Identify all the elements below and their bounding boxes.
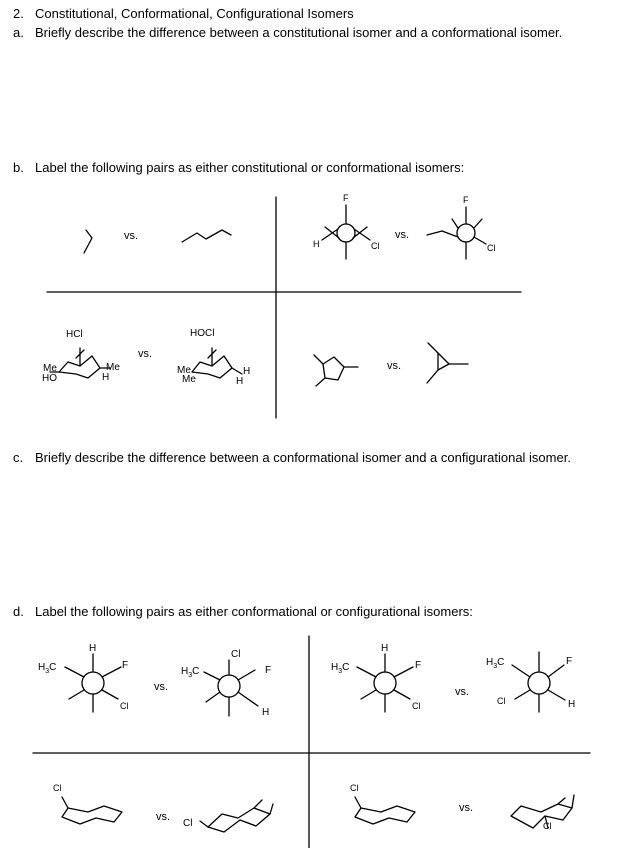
d2-right-h-label: H xyxy=(568,699,576,710)
d2-right-cl-label: Cl xyxy=(497,696,506,706)
b4-left-cyclopentyl xyxy=(314,355,358,386)
b4-right-branched xyxy=(427,343,468,383)
b2-right-newman xyxy=(427,207,486,259)
b1-left-skeletal xyxy=(84,230,92,253)
d1-left-h3c-label: $H_3C$ xyxy=(38,662,57,675)
d2-left-cl-label: Cl xyxy=(412,701,421,711)
d2-right-f-label: F xyxy=(566,656,573,667)
part-b-text: Label the following pairs as either constitutional or conformational isomers: xyxy=(35,160,465,175)
part-b-letter: b. xyxy=(13,160,24,175)
part-c-letter: c. xyxy=(13,450,24,465)
b2-vs-label: vs. xyxy=(395,229,410,241)
d1-right-f-label: F xyxy=(265,665,272,676)
b3-left-ho-label: HO xyxy=(42,373,57,384)
part-c-text: Briefly describe the difference between a conformational isomer and a configurational isomer. xyxy=(35,450,571,465)
b1-vs-label: vs. xyxy=(124,230,139,242)
b2-right-cl-label: Cl xyxy=(487,243,496,253)
b2-right-f-label: F xyxy=(463,195,469,205)
b2-left-newman xyxy=(322,205,370,259)
b3-right-hocl-label: HOCl xyxy=(190,328,215,339)
d1-left-h-label: H xyxy=(89,643,97,654)
b3-right-chair xyxy=(192,348,242,378)
d1-right-cl-label: Cl xyxy=(231,649,241,660)
d1-left-newman xyxy=(65,654,121,712)
b2-left-h-label: H xyxy=(313,239,320,249)
d1-right-h3c-label: $H_3C$ xyxy=(181,666,200,679)
d2-vs-label: vs. xyxy=(455,686,470,698)
part-a-letter: a. xyxy=(13,25,24,40)
d3-right-chair xyxy=(200,800,273,832)
part-a-text: Briefly describe the difference between a constitutional isomer and a conformational isomer. xyxy=(35,25,563,40)
b3-left-hcl-label: HCl xyxy=(66,329,83,340)
part-d-text: Label the following pairs as either conformational or configurational isomers: xyxy=(35,604,473,619)
b1-right-zigzag xyxy=(182,230,231,242)
b2-left-f-label: F xyxy=(343,193,349,203)
question-title-text: Constitutional, Conformational, Configurational Isomers xyxy=(35,6,354,21)
d2-left-h-label: H xyxy=(381,643,389,654)
d1-right-newman xyxy=(204,660,258,716)
d3-left-chair xyxy=(62,797,122,824)
b3-left-chair xyxy=(50,348,110,378)
d1-left-cl-label: Cl xyxy=(120,701,129,711)
b4-vs-label: vs. xyxy=(387,360,402,372)
d1-right-h-label: H xyxy=(262,707,270,718)
d2-right-h3c-label: $H_3C$ xyxy=(486,657,505,670)
d1-left-f-label: F xyxy=(122,660,129,671)
d4-left-chair xyxy=(355,797,415,824)
d3-vs-label: vs. xyxy=(156,811,171,823)
b3-right-h2-label: H xyxy=(236,376,244,387)
d3-left-cl-label: Cl xyxy=(53,783,62,793)
d4-vs-label: vs. xyxy=(459,802,474,814)
b3-left-h-label: H xyxy=(102,372,110,383)
b3-left-me2-label: Me xyxy=(106,362,120,373)
b3-right-h-label: H xyxy=(243,366,251,377)
d4-right-cl-label: Cl xyxy=(543,821,552,831)
d3-right-cl-label: Cl xyxy=(183,818,193,829)
b3-right-me-label: Me xyxy=(177,365,191,376)
d1-vs-label: vs. xyxy=(154,681,169,693)
b3-left-me-label: Me xyxy=(43,363,57,374)
d2-left-f-label: F xyxy=(415,660,422,671)
part-d-letter: d. xyxy=(13,604,24,619)
d2-left-newman xyxy=(357,654,413,712)
question-number: 2. xyxy=(13,6,24,21)
b3-right-me2-label: Me xyxy=(182,374,196,385)
b2-left-cl-label: Cl xyxy=(371,241,380,251)
d2-right-newman xyxy=(512,652,565,712)
b3-vs-label: vs. xyxy=(138,348,153,360)
d4-left-cl-label: Cl xyxy=(350,783,359,793)
d2-left-h3c-label: $H_3C$ xyxy=(331,662,350,675)
